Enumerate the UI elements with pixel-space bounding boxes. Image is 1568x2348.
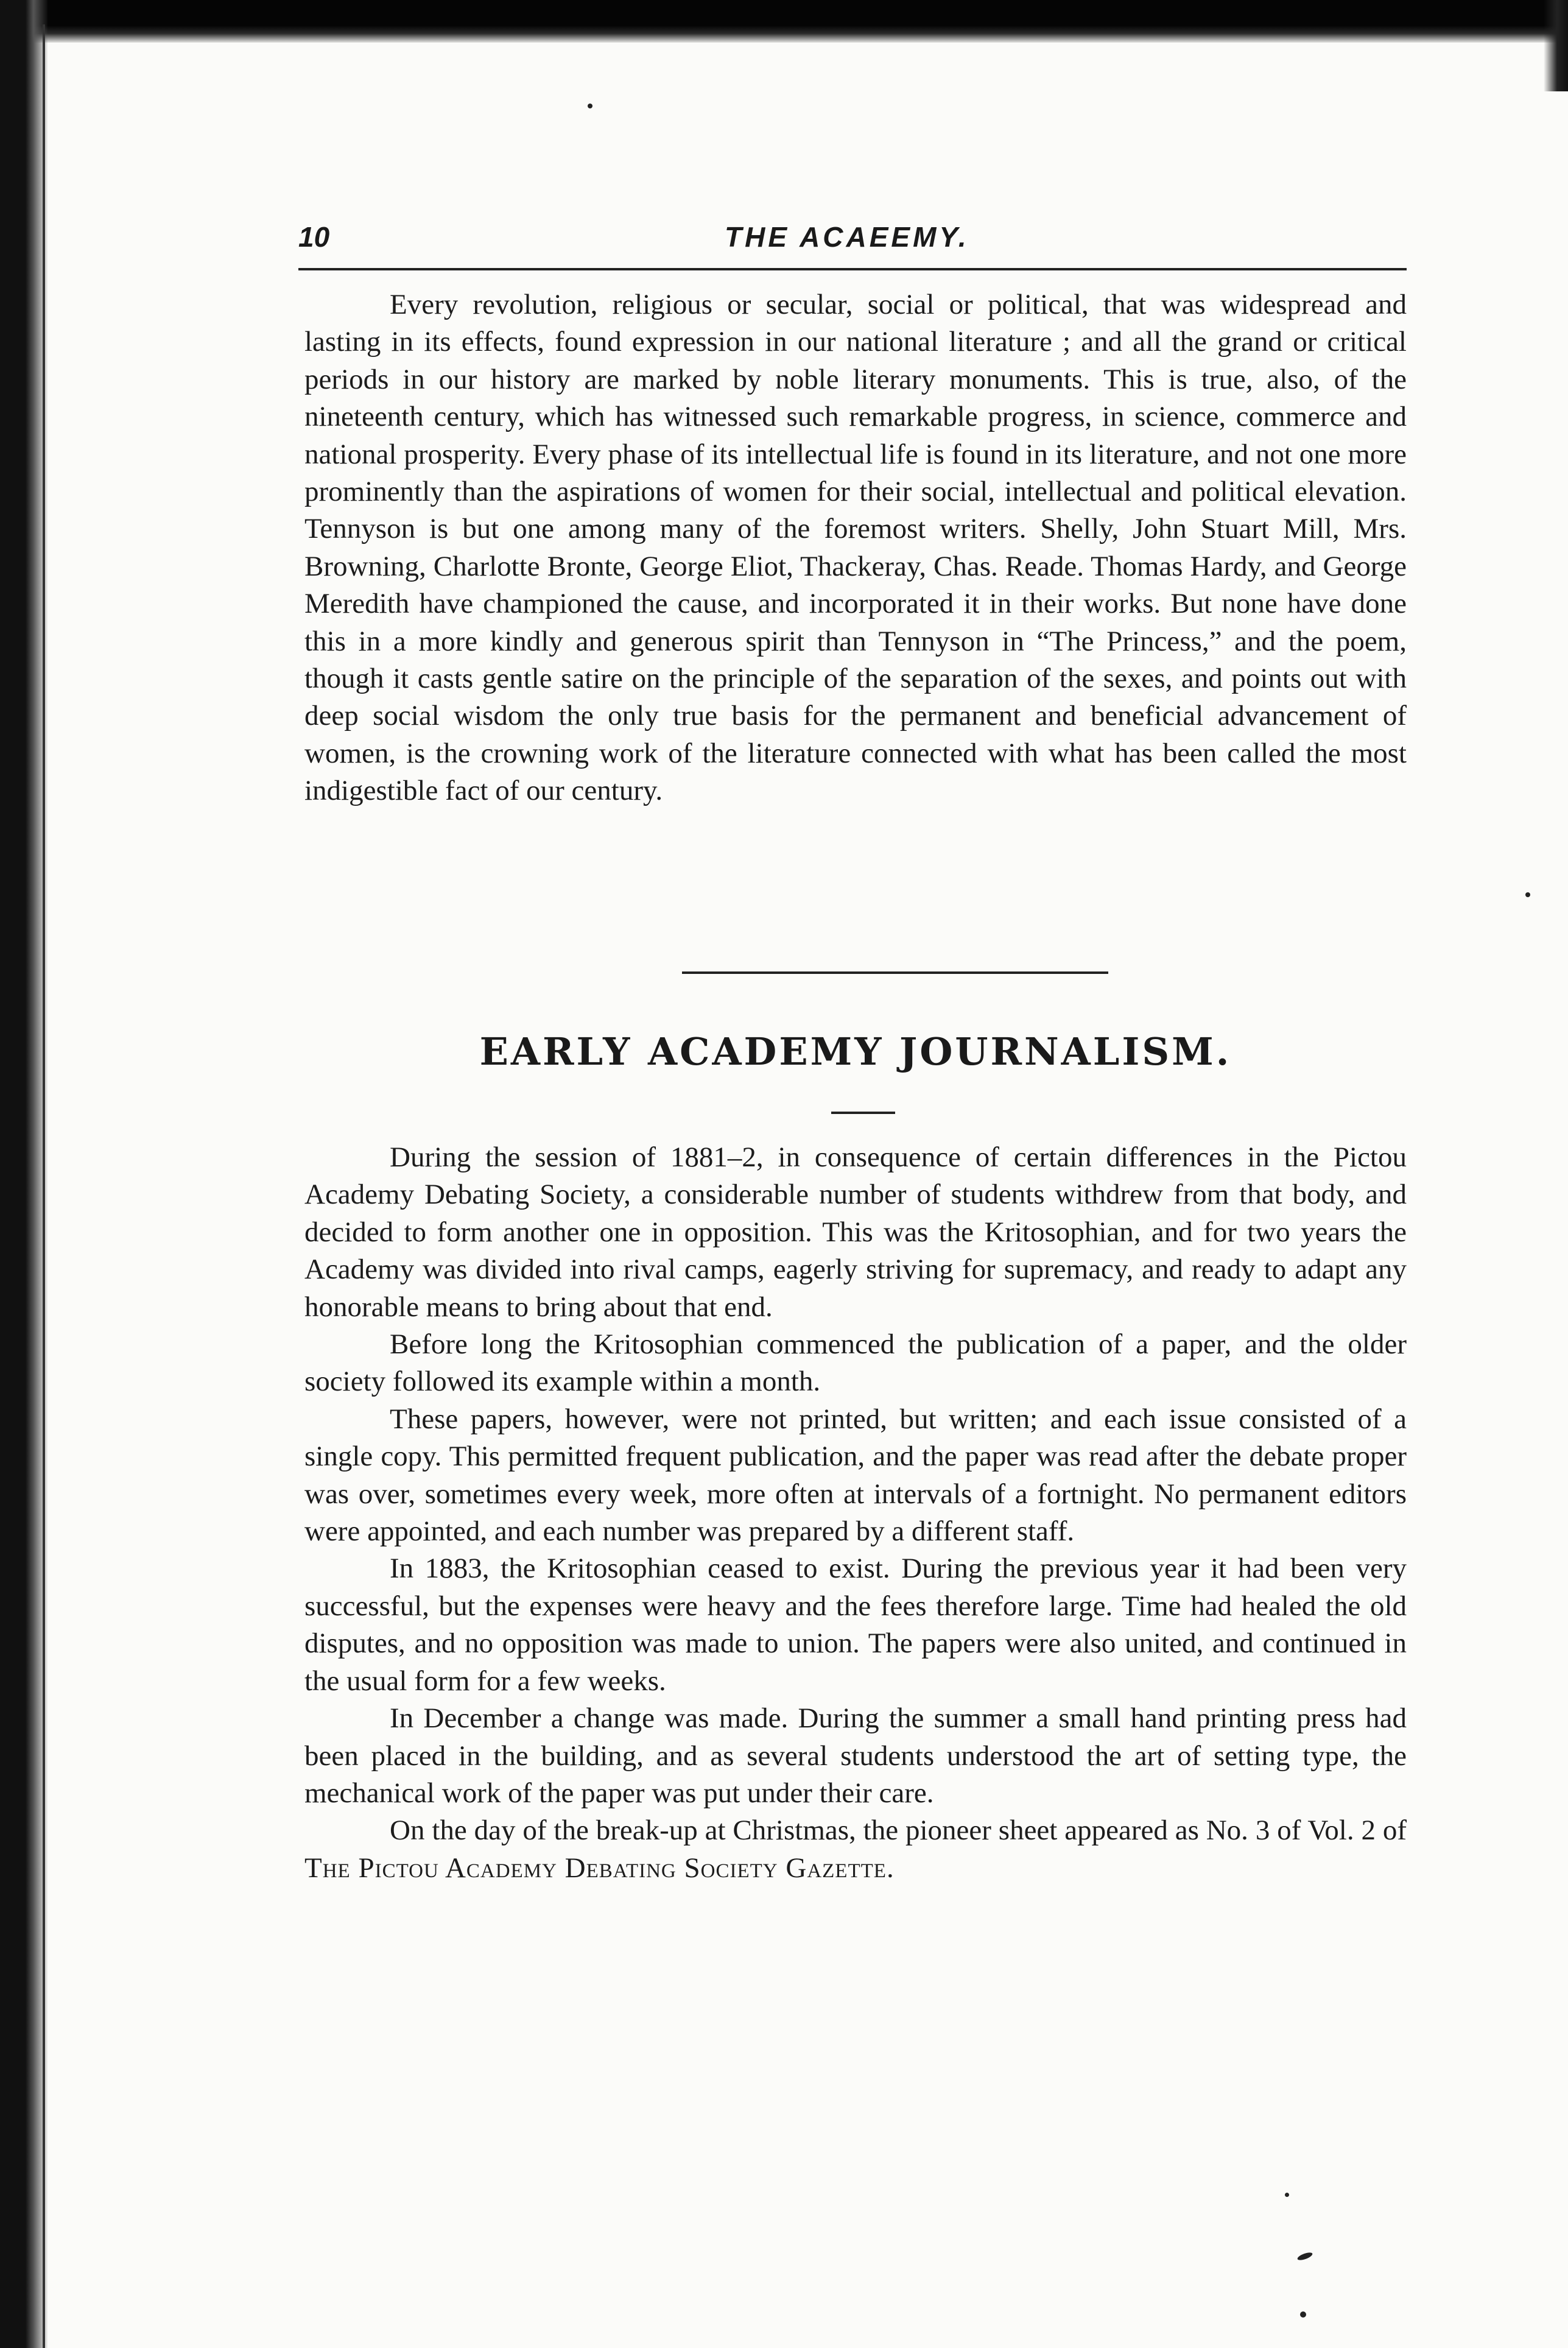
section-body [304, 1139, 1407, 1887]
scan-speck [1525, 892, 1530, 897]
running-header [298, 220, 1407, 257]
scan-speck [1285, 2193, 1289, 2197]
scan-speck [1300, 2311, 1306, 2318]
journal-title: THE ACAEEMY. [725, 221, 969, 253]
section-title: EARLY ACADEMY JOURNALISM. [479, 1029, 1232, 1074]
title-underline [831, 1112, 895, 1114]
last-paragraph-text: On the day of the break-up at Christmas, the pioneer sheet appeared as No. 3 of Vol. 2 of [390, 1814, 1407, 1847]
scan-speck [588, 104, 592, 108]
body-paragraph: In December a change was made. During the summer a small hand printing press had been placed in the building, and as several students understood the art of setting type, the mechanical work of the paper was put under their care. [304, 1702, 1407, 1809]
body-paragraph-last [304, 1812, 1407, 1887]
body-paragraph: In 1883, the Kritosophian ceased to exist. During the previous year it had been very successful, but the expenses were heavy and the fees therefore large. Time had healed the old disputes, and no opposition was made to union. The papers were also united, and continued in the usual form for a few weeks. [304, 1553, 1407, 1697]
body-paragraph: During the session of 1881–2, in consequence of certain differences in the Pictou Academy Debating Society, a considerable number of students withdrew from that body, and decided to form another one in opposition. This was the Kritosophian, and for two years the Academy was divided into rival camps, eagerly striving for supremacy, and ready to adapt any honorable means to bring about that end. [304, 1141, 1407, 1323]
scan-speck [1296, 2251, 1313, 2262]
gazette-name: The Pictou Academy Debating Society Gazette. [304, 1852, 895, 1884]
scan-border-right [1544, 0, 1568, 91]
intro-text [304, 286, 1407, 810]
body-paragraph: Before long the Kritosophian commenced the publication of a paper, and the older society followed its example within a month. [304, 1328, 1407, 1398]
page-number: 10 [298, 221, 330, 253]
section-divider [682, 971, 1108, 974]
scan-border-left [0, 0, 47, 2348]
header-rule [298, 268, 1407, 270]
binding-edge [43, 24, 45, 2348]
intro-paragraph: Every revolution, religious or secular, social or political, that was widespread and lasting in its effects, found expression in our national literature ; and all the grand or critical periods in our history are marked by noble literary monuments. This is true, also, of the nineteenth century, which has witnessed such remarkable progress, in science, commerce and national prosperity. Every phase of its intellectual life is found in its literature, and not one more prominently than the aspirations of women for their social, intellectual and political elevation. Tennyson is but one among many of the foremost writers. Shelly, John Stuart Mill, Mrs. Browning, Charlotte Bronte, George Eliot, Thackeray, Chas. Reade. Thomas Hardy, and George Meredith have championed the cause, and incorporated it in their works. But none have done this in a more kindly and generous spirit than Tennyson in “The Princess,” and the poem, though it casts gentle satire on the principle of the separation of the sexes, and points out with deep social wisdom the only true basis for the permanent and beneficial advancement of women, is the crowning work of the literature connected with what has been called the most indigestible fact of our century. [304, 289, 1407, 807]
body-paragraph: These papers, however, were not printed, but written; and each issue consisted of a single copy. This permitted frequent publication, and the paper was read after the debate proper was over, sometimes every week, more often at intervals of a fortnight. No permanent editors were appointed, and each number was prepared by a different staff. [304, 1403, 1407, 1548]
scan-border-top [0, 0, 1568, 43]
